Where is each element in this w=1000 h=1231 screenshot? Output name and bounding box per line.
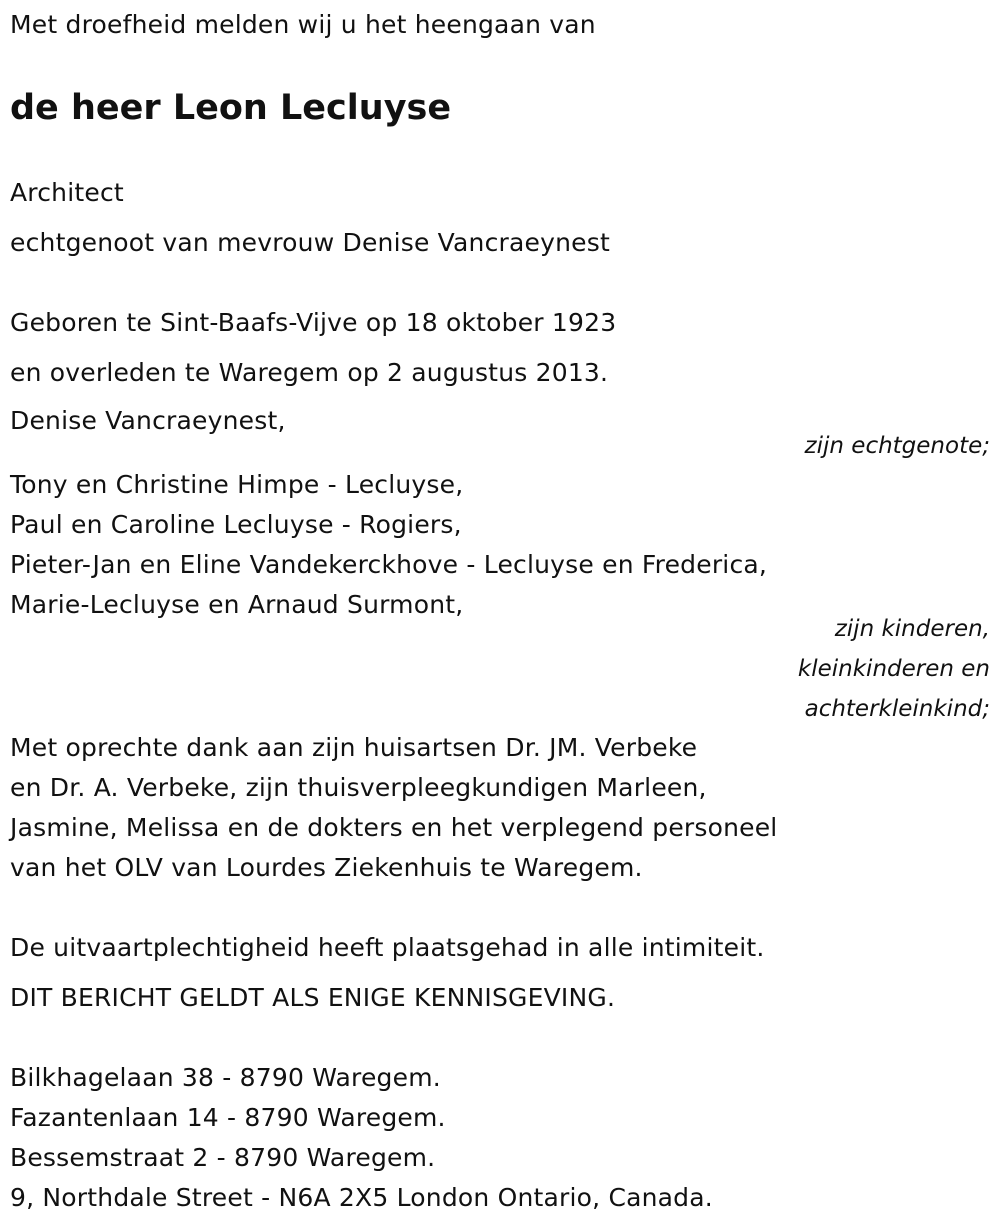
death-line: en overleden te Waregem op 2 augustus 2013. <box>10 358 609 387</box>
spouse-name: Denise Vancraeynest, <box>10 406 286 435</box>
birth-line: Geboren te Sint-Baafs-Vijve op 18 oktober 1923 <box>10 308 617 337</box>
child-line-2: Paul en Caroline Lecluyse - Rogiers, <box>10 510 462 539</box>
children-role-2: kleinkinderen en <box>797 656 990 682</box>
child-line-4: Marie-Lecluyse en Arnaud Surmont, <box>10 590 464 619</box>
address-line-1: Bilkhagelaan 38 - 8790 Waregem. <box>10 1063 441 1092</box>
child-line-1: Tony en Christine Himpe - Lecluyse, <box>10 470 464 499</box>
ceremony-text: De uitvaartplechtigheid heeft plaatsgehad in alle intimiteit. <box>10 933 765 962</box>
deceased-name: de heer Leon Lecluyse <box>10 88 452 128</box>
address-line-3: Bessemstraat 2 - 8790 Waregem. <box>10 1143 436 1172</box>
spouse-role: zijn echtgenote; <box>804 433 990 459</box>
children-role-1: zijn kinderen, <box>834 616 990 642</box>
address-line-4: 9, Northdale Street - N6A 2X5 London Ontario, Canada. <box>10 1183 713 1212</box>
spouse-line: echtgenoot van mevrouw Denise Vancraeynest <box>10 228 610 257</box>
thanks-line-3: Jasmine, Melissa en de dokters en het verplegend personeel <box>10 813 778 842</box>
thanks-line-2: en Dr. A. Verbeke, zijn thuisverpleegkundigen Marleen, <box>10 773 707 802</box>
children-role-3: achterkleinkind; <box>804 696 990 722</box>
address-line-2: Fazantenlaan 14 - 8790 Waregem. <box>10 1103 446 1132</box>
intro-text: Met droefheid melden wij u het heengaan van <box>10 10 596 39</box>
thanks-line-4: van het OLV van Lourdes Ziekenhuis te Waregem. <box>10 853 643 882</box>
notice-text: DIT BERICHT GELDT ALS ENIGE KENNISGEVING. <box>10 983 616 1012</box>
profession-text: Architect <box>10 178 124 207</box>
thanks-line-1: Met oprechte dank aan zijn huisartsen Dr. JM. Verbeke <box>10 733 698 762</box>
child-line-3: Pieter-Jan en Eline Vandekerckhove - Lecluyse en Frederica, <box>10 550 768 579</box>
